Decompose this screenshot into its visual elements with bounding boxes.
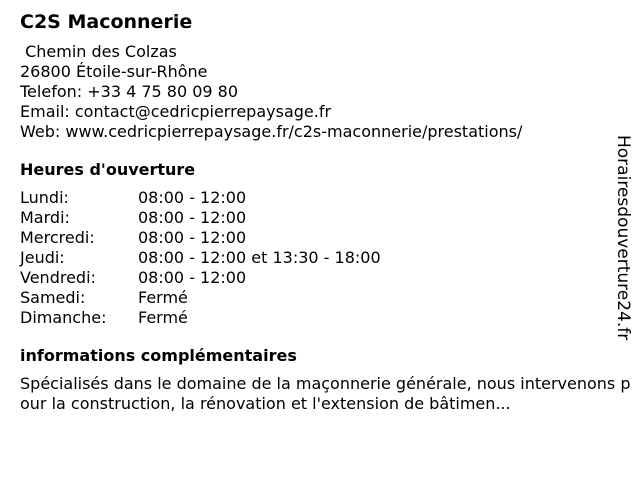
street-address: Chemin des Colzas [20,42,177,61]
time-value: 08:00 - 12:00 [138,188,247,207]
hours-row-wednesday [20,228,616,248]
email-line: Email: contact@cedricpierrepaysage.fr [20,102,332,121]
time-value: Fermé [138,308,188,327]
phone-line: Telefon: +33 4 75 80 09 80 [20,82,239,101]
time-value: Fermé [138,288,188,307]
info-description: Spécialisés dans le domaine de la maçonnerie générale, nous intervenons pour la construction, la rénovation et l'extension de bâtimen... [20,374,631,413]
info-title: informations complémentaires [20,346,297,365]
business-name: C2S Maconnerie [20,11,193,33]
day-label: Vendredi: [20,268,96,287]
address-block [20,42,616,142]
day-label: Lundi: [20,188,69,207]
time-value: 08:00 - 12:00 et 13:30 - 18:00 [138,248,381,267]
day-label: Mardi: [20,208,70,227]
hours-table [20,188,616,328]
hours-row-friday [20,268,616,288]
hours-row-sunday [20,308,616,328]
hours-title: Heures d'ouverture [20,160,196,179]
web-line: Web: www.cedricpierrepaysage.fr/c2s-maconnerie/prestations/ [20,122,523,141]
time-value: 08:00 - 12:00 [138,228,247,247]
time-value: 08:00 - 12:00 [138,268,247,287]
hours-row-thursday [20,248,616,268]
day-label: Mercredi: [20,228,95,247]
hours-row-saturday [20,288,616,308]
day-label: Samedi: [20,288,86,307]
hours-row-monday [20,188,616,208]
time-value: 08:00 - 12:00 [138,208,247,227]
brand-watermark: Horairesdouverture24.fr [613,135,633,341]
hours-row-tuesday [20,208,616,228]
day-label: Jeudi: [20,248,65,267]
city-address: 26800 Étoile-sur-Rhône [20,62,208,81]
day-label: Dimanche: [20,308,107,327]
